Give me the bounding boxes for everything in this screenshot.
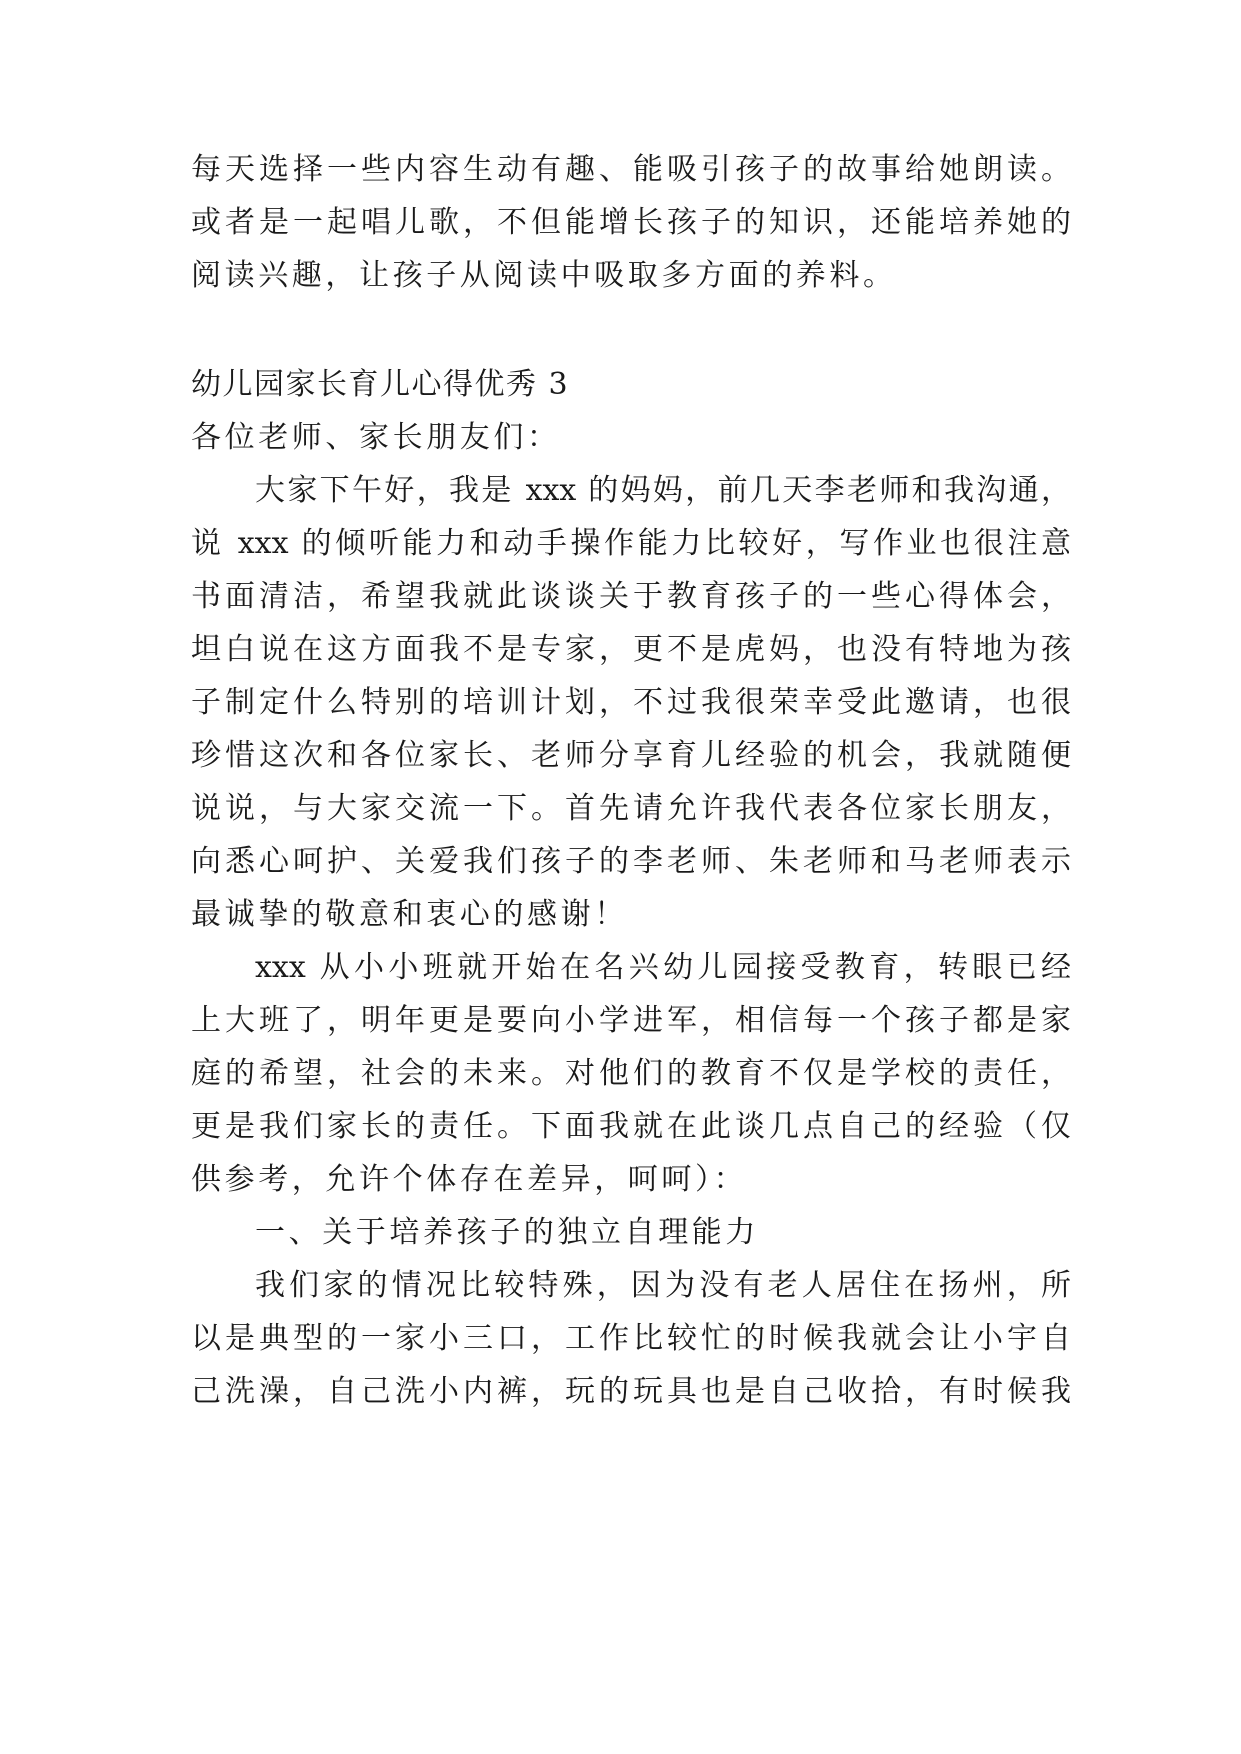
paragraph-line: 更是我们家长的责任。下面我就在此谈几点自己的经验（仅 xyxy=(191,1109,1071,1144)
paragraph-line: 说 xxx 的倾听能力和动手操作能力比较好，写作业也很注意 xyxy=(191,526,1071,561)
paragraph-line: 子制定什么特别的培训计划，不过我很荣幸受此邀请，也很 xyxy=(191,685,1071,720)
section-title: 幼儿园家长育儿心得优秀 3 xyxy=(191,367,570,402)
paragraph-line: 以是典型的一家小三口，工作比较忙的时候我就会让小宇自 xyxy=(191,1321,1071,1356)
paragraph-line: 己洗澡，自己洗小内裤，玩的玩具也是自己收拾，有时候我 xyxy=(191,1374,1071,1409)
paragraph-line: xxx 从小小班就开始在名兴幼儿园接受教育，转眼已经 xyxy=(255,950,1071,985)
paragraph-line: 或者是一起唱儿歌，不但能增长孩子的知识，还能培养她的 xyxy=(191,205,1071,240)
paragraph-line: 庭的希望，社会的未来。对他们的教育不仅是学校的责任， xyxy=(191,1056,1071,1091)
paragraph-line: 我们家的情况比较特殊，因为没有老人居住在扬州，所 xyxy=(255,1268,1071,1303)
paragraph-line: 说说，与大家交流一下。首先请允许我代表各位家长朋友， xyxy=(191,791,1071,826)
section-heading: 一、关于培养孩子的独立自理能力 xyxy=(255,1215,759,1250)
paragraph-line: 供参考，允许个体存在差异，呵呵）： xyxy=(191,1162,748,1197)
salutation: 各位老师、家长朋友们： xyxy=(191,420,561,455)
paragraph-line: 每天选择一些内容生动有趣、能吸引孩子的故事给她朗读。 xyxy=(191,152,1071,187)
paragraph-line: 上大班了，明年更是要向小学进军，相信每一个孩子都是家 xyxy=(191,1003,1071,1038)
paragraph-line: 阅读兴趣，让孩子从阅读中吸取多方面的养料。 xyxy=(191,258,897,293)
paragraph-line: 珍惜这次和各位家长、老师分享育儿经验的机会，我就随便 xyxy=(191,738,1071,773)
paragraph-line: 最诚挚的敬意和衷心的感谢！ xyxy=(191,897,628,932)
paragraph-line: 坦白说在这方面我不是专家，更不是虎妈，也没有特地为孩 xyxy=(191,632,1071,667)
paragraph-line: 大家下午好，我是 xxx 的妈妈，前几天李老师和我沟通， xyxy=(255,473,1071,508)
paragraph-line: 向悉心呵护、关爱我们孩子的李老师、朱老师和马老师表示 xyxy=(191,844,1071,879)
paragraph-line: 书面清洁，希望我就此谈谈关于教育孩子的一些心得体会， xyxy=(191,579,1071,614)
